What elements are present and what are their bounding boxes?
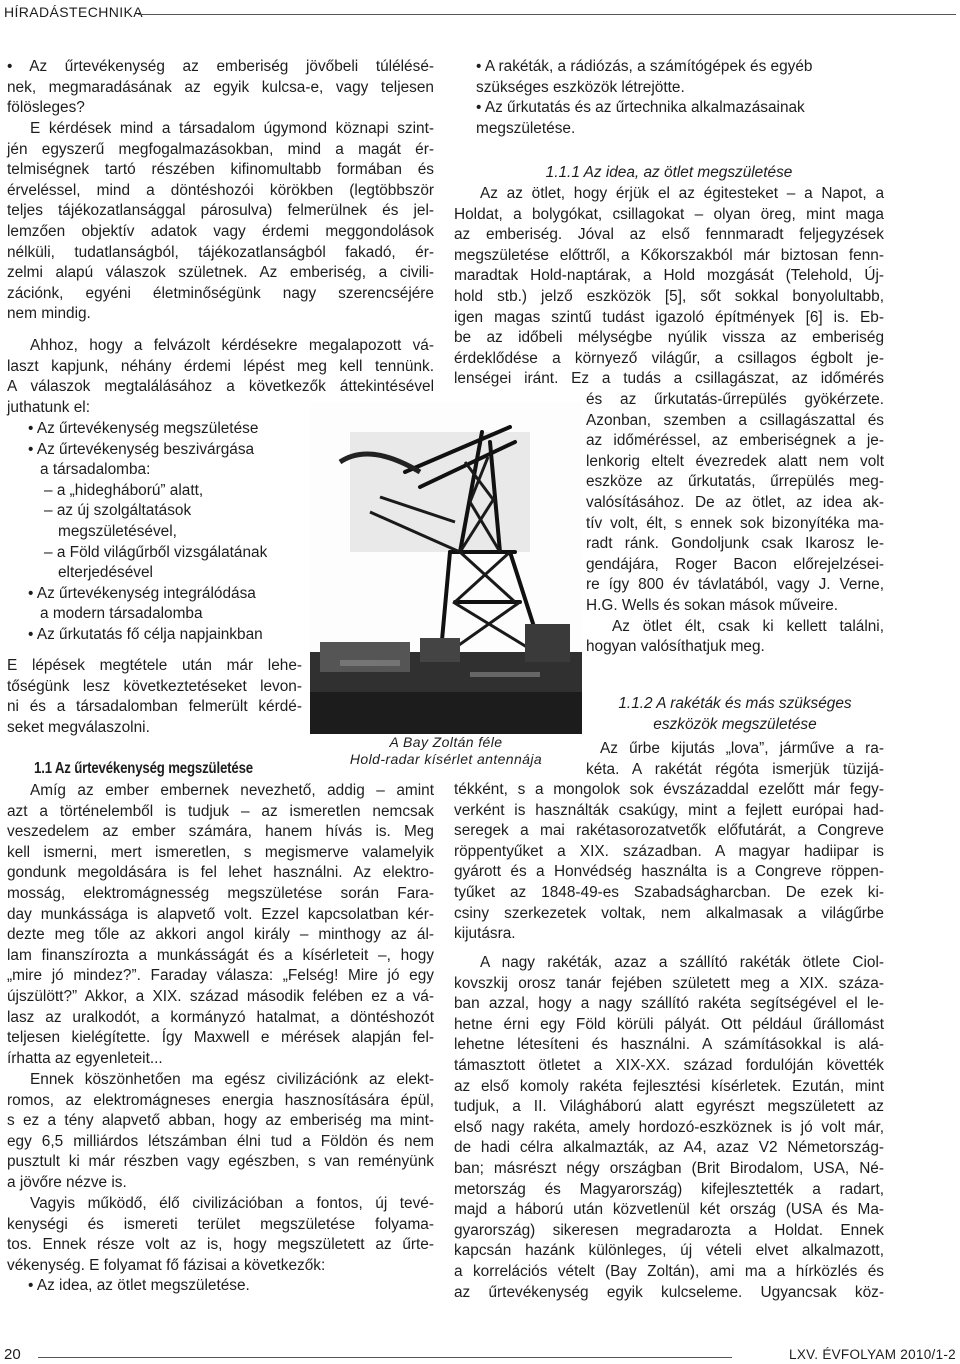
left-paragraph-1 xyxy=(7,57,434,119)
text-line: az űrtevékenység egyik kulcseleme. Ugyancsak köz- xyxy=(454,1283,884,1301)
heading-text: 1.1.2 A rakéták és más szükséges xyxy=(618,695,852,712)
text-line: Ennek köszönhetően ma egész civilizációnk az elekt- xyxy=(30,1071,434,1088)
text-line: verként is használták csakúgy, mint a fejlett európai had- xyxy=(454,801,884,819)
text-line: kell ismerni, mert ismeretlen, s megismerve valamelyik xyxy=(7,843,434,861)
list-item: – a Föld világűrből vizsgálatának xyxy=(44,543,268,561)
caption-line: A Bay Zoltán féle xyxy=(389,734,503,750)
left-paragraph-5 xyxy=(7,781,434,1069)
text-line: támasztott ötletet a XIX-XX. század fordulóján követték xyxy=(454,1056,884,1074)
text-line: tos. Ennek része volt az is, hogy megszületett az űrte- xyxy=(7,1236,434,1254)
text-line: kovszkij orosz tanár fejében született meg a XIX. száza- xyxy=(454,974,884,992)
text-line: Amíg az ember embernek nevezhető, addig – amint xyxy=(30,782,434,799)
text-line: röppentyűket a XIX. században. A magyar hadiipar is xyxy=(454,842,884,860)
text-line: Az az ötlet, hogy érjük el az égitesteket – a Napot, a xyxy=(480,185,884,202)
header-rule xyxy=(138,14,956,15)
right-section-2-narrow xyxy=(586,739,884,780)
text-line: ni és a társadalomban felmerült kérdé- xyxy=(7,698,302,716)
left-paragraph-4 xyxy=(7,656,302,738)
list-item: szükséges eszközök létrejötte. xyxy=(476,78,685,96)
text-line: gondunk megoldására is fel lehet használni. Az elektro- xyxy=(7,864,434,882)
text-line: H.G. Wells és sokan mások műveire. xyxy=(586,596,839,614)
text-line: ban azzal, hogy a nagy szállító rakéta segítségével el le- xyxy=(454,995,884,1013)
text-line: „mire jó mindez?”. Faraday válasza: „Felség! Mire jó egy xyxy=(7,967,434,985)
text-line: • Az űrtevékenység az emberiség jövőbeli túlélésé- xyxy=(7,58,434,75)
list-item: – a „hidegháború” alatt, xyxy=(44,481,204,499)
text-line: jén egyszerű megfogalmazásokban, mind a magát ér- xyxy=(7,140,434,158)
text-line: de hadi célra alkalmazták, az A4, azaz V2 Németország- xyxy=(454,1139,884,1157)
text-line: az első komoly rakéta fejlesztési kísérletek. Ezután, mint xyxy=(454,1077,884,1095)
list-item: • Az űrtevékenység integrálódása xyxy=(28,584,256,602)
text-line: érveléssel, mind a döntéshozói körökben (legtöbbször xyxy=(7,181,434,199)
text-line: tudjuk, a II. Világháború alatt egyrészt megszületett az xyxy=(454,1098,884,1116)
text-line: vékenység. E folyamat fő fázisai a következők: xyxy=(7,1256,326,1274)
text-line: veszedelem az ember számára, hanem hívás is. Meg xyxy=(7,823,434,841)
list-item: • A rakéták, a rádiózás, a számítógépek és egyéb xyxy=(476,58,813,75)
subsection-heading-1-1-1 xyxy=(454,163,884,184)
text-line: A nagy rakéták, azaz a szállító rakéták ötlete Ciol- xyxy=(480,954,884,971)
text-line: érdeklődése a környező világűr, a csillagos égbolt je- xyxy=(454,349,884,367)
footer-rule xyxy=(38,1357,732,1358)
outline-list xyxy=(28,419,308,646)
text-line: Az űrbe kijutás „lova”, járműve a ra- xyxy=(600,740,884,757)
left-paragraph-2 xyxy=(7,119,434,325)
list-item: elterjedésével xyxy=(58,564,153,582)
text-line: első nagy rakéta, amely hordozó-eszköznek is jó volt már, xyxy=(454,1118,884,1136)
text-line: eszköze az űrkutatás, űrrepülés meg- xyxy=(586,473,884,491)
text-line: és az űrkutatás-űrrepülés gyökérzete. xyxy=(586,391,884,408)
running-footer xyxy=(0,1336,960,1364)
text-line: zációnk, egyéni életminőségünk nagy szerencséjére xyxy=(7,284,434,302)
figure-caption xyxy=(310,734,582,768)
text-line: lenségei iránt. Ez a tudás a csillagászat, az időmérés xyxy=(454,370,884,388)
left-paragraph-7 xyxy=(7,1194,434,1297)
text-line: Vagyis működő, élő civilizációban a fontos, új tevé- xyxy=(30,1195,434,1212)
subsection-heading-1-1-2 xyxy=(586,694,884,735)
text-line: metország és Magyarország) kifejlesztették a radart, xyxy=(454,1180,884,1198)
heading-text: eszközök megszületése xyxy=(653,715,817,733)
list-item: • Az idea, az ötlet megszületése. xyxy=(28,1277,250,1295)
text-line: egy 6,5 milliárdos létszámban élni tud a Földön és nem xyxy=(7,1132,434,1150)
list-item: – az új szolgáltatások xyxy=(44,502,192,520)
list-item: • Az űrtevékenység beszivárgása xyxy=(28,440,255,458)
text-line: nélküli, tudatlanságból, tájékozatlanságból fakadó, ér- xyxy=(7,243,434,261)
text-line: juthatunk el: xyxy=(7,398,90,416)
text-line: day munkássága is alapvető volt. Ezzel kapcsolatban kér- xyxy=(7,905,434,923)
text-line: majd a háború után közvetlenül két ország (USA és Ma- xyxy=(454,1201,884,1219)
text-line: valósításához. De az ötlet, az idea ak- xyxy=(586,493,884,511)
right-section-3 xyxy=(454,953,884,1303)
text-line: kijutásra. xyxy=(454,925,516,943)
text-line: tyűket az 1848-49-es Szabadságharcban. De ezek ki- xyxy=(454,883,884,901)
text-line: Ahhoz, hogy a felvázolt kérdésekre megalapozott vá- xyxy=(30,337,434,354)
text-line: lehetne létesíteni és használni. A számításokkal is alá- xyxy=(454,1036,884,1054)
text-line: nem mindig. xyxy=(7,305,91,323)
text-line: kenységi és ismereti terület megszületése folyama- xyxy=(7,1215,434,1233)
text-line: a jövőre nézve is. xyxy=(7,1173,127,1191)
text-line: kéta. A rakétát régóta ismerjük tüzijá- xyxy=(586,760,884,778)
right-section-1-full xyxy=(454,184,884,390)
text-line: tőségünk lesz következtetéseket levon- xyxy=(7,677,302,695)
right-section-2-full xyxy=(454,780,884,945)
text-line: s ez a tény alapvető abban, hogy az emberiség ma mint- xyxy=(7,1112,434,1130)
volume-label: LXV. ÉVFOLYAM 2010/1-2 xyxy=(789,1347,956,1362)
list-item: • Az űrkutatás és az űrtechnika alkalmazásainak xyxy=(476,99,805,117)
text-line: laszt kapjunk, néhány érdemi lépést meg kell tennünk. xyxy=(7,357,434,375)
text-line: seket megválaszolni. xyxy=(7,718,150,736)
right-section-1-narrow xyxy=(586,390,884,658)
text-line: E kérdések mind a társadalom úgymond köznapi szint- xyxy=(30,120,434,137)
text-line: újszülött?” Akkor, a XIX. század második felében ez a vá- xyxy=(7,987,434,1005)
page-number: 20 xyxy=(4,1346,21,1363)
text-line: nek, megmaradásának az egyik kulcsa-e, vagy teljesen xyxy=(7,78,434,96)
text-line: zelmi alapú válaszok születnek. Az emberiség, a civili- xyxy=(7,264,434,282)
text-line: romos, az elektromágneses energia hasznosítására épül, xyxy=(7,1091,434,1109)
text-line: lam finanszírozta a munkásságát és a kísérleteit –, hogy xyxy=(7,946,434,964)
text-line: az emberiség. Jóval az első fennmaradt feljegyzések xyxy=(454,226,884,244)
text-line: hold stb.) jelző eszközök [5], sőt sokkal bonyolultabb, xyxy=(454,287,884,305)
list-item: megszületése. xyxy=(476,119,576,137)
text-line: teljes tájékozatlansággal párosulva) felmerülnek és jel- xyxy=(7,202,434,220)
text-line: gyarország) sikeresen megradarozta a Holdat. Ennek xyxy=(454,1221,884,1239)
text-line: A válaszok megtalálásához a következők áttekintésével xyxy=(7,378,434,396)
section-heading-1-1: 1.1 Az űrtevékenység megszületése xyxy=(34,760,253,777)
text-line: radt ránk. Gondoljunk csak Ikarosz le- xyxy=(586,535,884,553)
list-item: • Az űrkutatás fő célja napjainkban xyxy=(28,625,263,643)
right-list xyxy=(476,57,886,139)
antenna-photo xyxy=(310,402,582,734)
text-line: pusztult ki már részben vagy egészben, s van reményünk xyxy=(7,1153,434,1171)
text-line: Azonban, szemben a csillagászattal és xyxy=(586,411,884,429)
text-line: re így 800 év távlatából, vagy J. Verne, xyxy=(586,576,884,594)
text-line: gendájára, Roger Bacon előrejelzései- xyxy=(586,555,884,573)
list-item: • Az űrtevékenység megszületése xyxy=(28,420,259,437)
text-line: tív volt, élt, s ennek sok bizonyítéka ma- xyxy=(586,514,884,532)
text-line: gyárott és a Honvédség használta is a Congreve röppen- xyxy=(454,863,884,881)
journal-title: HÍRADÁSTECHNIKA xyxy=(4,4,144,20)
list-item: a társadalomba: xyxy=(40,461,151,479)
text-line: fölösleges? xyxy=(7,99,85,117)
text-line: Holdat, a bolygókat, csillagokat – olyan öreg, mint maga xyxy=(454,205,884,223)
running-header xyxy=(0,0,960,26)
text-line: azt a történelemből is tudjuk – az ismeretlen nemcsak xyxy=(7,802,434,820)
caption-line: Hold-radar kísérlet antennája xyxy=(349,751,543,767)
text-line: lasz az uralkodót, a kormányzó hatalmat, a döntéshozót xyxy=(7,1008,434,1026)
text-line: mosság, elektromágnesség megszületése során Fara- xyxy=(7,884,434,902)
text-line: csiny szerkezetek voltak, nem alkalmasak a világűrbe xyxy=(454,904,884,922)
text-line: be az időbeli mélységbe nyúlik vissza az emberiség xyxy=(454,329,884,347)
text-line: telmiségnek tartó részében kifinomultabb formában és xyxy=(7,161,434,179)
text-line: maradtak Hold-naptárak, a Hold mozgását (Telehold, Új- xyxy=(454,267,884,285)
text-line: igen magas szintű tudást igazoló építmények [6] is. Eb- xyxy=(454,308,884,326)
text-line: tékként, s a mongolok sok évszázaddal ezelőtt már fegy- xyxy=(454,781,884,798)
left-paragraph-6 xyxy=(7,1070,434,1194)
text-line: az időméréssel, az emberiségnek a je- xyxy=(586,432,884,450)
text-line: megszületése előttről, a Kőkorszakból már biztosan fenn- xyxy=(454,246,884,264)
text-line: írhatta az egyenleteit... xyxy=(7,1049,163,1067)
text-line: Az ötlet élt, csak ki kellett találni, xyxy=(612,617,884,635)
text-line: E lépések megtétele után már lehe- xyxy=(7,657,302,674)
text-line: lenkorig eltelt évezredek alatt nem volt xyxy=(586,452,884,470)
list-item: megszületésével, xyxy=(58,522,177,540)
text-line: lemzően objektív adatok vagy érdemi meggondolások xyxy=(7,222,434,240)
text-line: kapcsán hazánk különleges, új vételi elvet alkalmazott, xyxy=(454,1242,884,1260)
text-line: seregek a mai rakétasorozatvetők előfutárát, a Congreve xyxy=(454,822,884,840)
text-line: a korrelációs vételt (Bay Zoltán), ami ma a hírközlés és xyxy=(454,1262,884,1280)
list-item: a modern társadalomba xyxy=(40,605,203,623)
text-line: teljesen kielégítette. Így Maxwell e mérések alapján fel- xyxy=(7,1029,434,1047)
text-line: hetne érni egy Föld körüli pályát. Ott például űrállomást xyxy=(454,1015,884,1033)
text-line: hogyan valósíthatjuk meg. xyxy=(586,638,765,656)
text-line: dezte meg tőle az akkori angol király – minthogy az ál- xyxy=(7,926,434,944)
heading-text: 1.1.1 Az idea, az ötlet megszületése xyxy=(545,164,793,181)
text-line: ban; másrészt négy országban (Brit Birodalom, USA, Né- xyxy=(454,1159,884,1177)
